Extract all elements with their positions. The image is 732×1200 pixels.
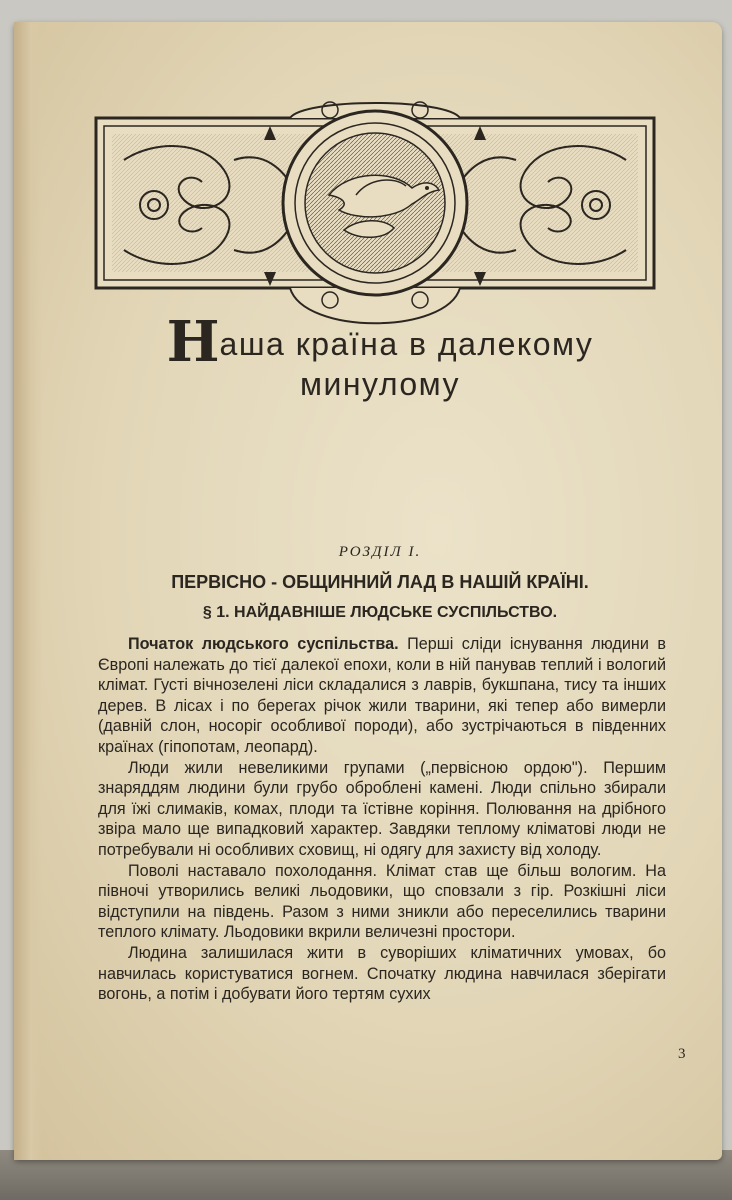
- chapter-title: ПЕРВІСНО - ОБЩИННИЙ ЛАД В НАШІЙ КРАЇНІ.: [171, 572, 589, 592]
- title-line-1: аша країна в далекому: [219, 326, 594, 362]
- body-text: [98, 634, 666, 1005]
- section-title: § 1. НАЙДАВНІШЕ ЛЮДСЬКЕ СУСПІЛЬСТВО.: [202, 604, 558, 621]
- paragraph: [98, 861, 666, 943]
- ornamental-headpiece: [94, 100, 656, 335]
- paragraph-text: Люди жили невеликими групами („первісною ордою"). Першим знаряддям людини були грубо оброблені камені. Люди спільно збирали для їжі слимаків, комах, плоди та їстівне коріння. Полювання на дрібного звіра мало ще випадковий характер. Завдяки теплому кліматові люди не потребували ні особливих сховищ, ні одягу для захисту від холоду.: [98, 758, 666, 859]
- runin-heading: Початок людського суспільства.: [128, 635, 399, 653]
- paragraph: [98, 634, 666, 758]
- title-initial-letter: Н: [166, 309, 220, 375]
- paragraph: [98, 943, 666, 1005]
- paragraph-text: Людина залишилася жити в суворіших кліматичних умовах, бо навчилась користуватися вогнем. Спочатку людина навчилася зберігати вогонь, а потім і добувати його тертям сухих: [98, 943, 666, 1004]
- paragraph-text: Перші сліди існування людини в Європі належать до тієї далекої епохи, коли в ній панував теплий і вологий клімат. Густі вічнозелені ліси складалися з лаврів, букшпана, тису та інших дерев. В лісах і по берегах річок жили тварини, які тепер або вимерли (давній слон, носоріг особливої породи), або зустрічаються в південних країнах (гіпопотам, леопард).: [98, 635, 666, 756]
- page-gutter-shadow: [14, 22, 42, 1160]
- page-number: 3: [678, 1046, 686, 1062]
- chapter-label: РОЗДІЛ I.: [338, 544, 422, 560]
- page-title: [60, 309, 700, 404]
- paragraph: [98, 758, 666, 861]
- title-line-2: минулому: [299, 366, 461, 402]
- paragraph-text: Поволі наставало похолодання. Клімат став ще більш вологим. На півночі утворились великі льодовики, що сповзали з гір. Розкішні ліси відступили на південь. Разом з ними зникли або переселились тварини теплого клімату. Льодовики вкрили величезні простори.: [98, 861, 666, 942]
